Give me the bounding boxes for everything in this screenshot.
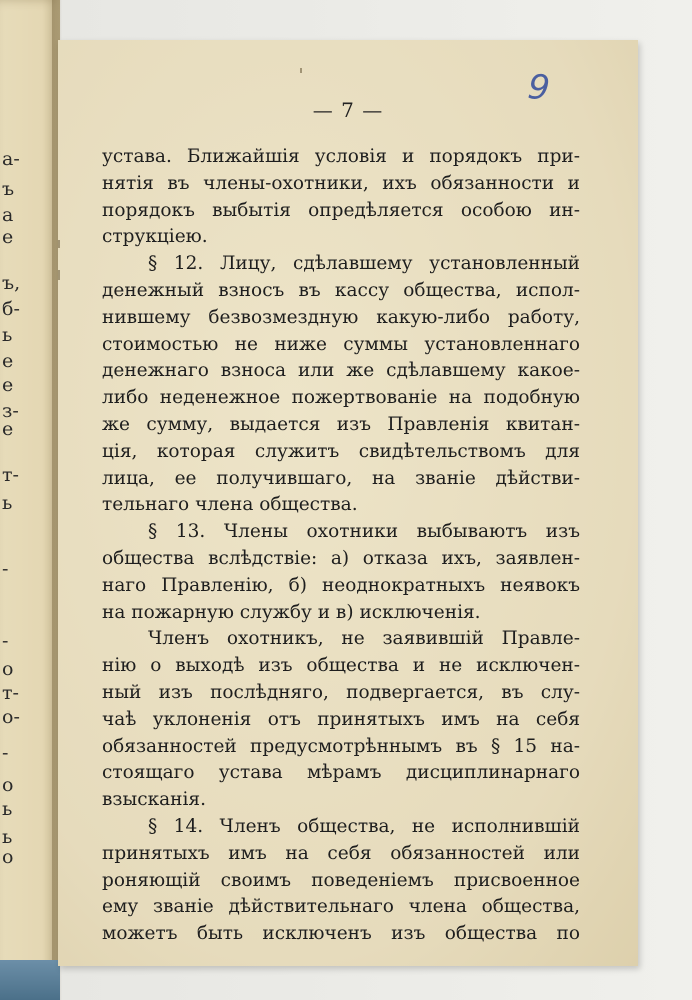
text-line: § 13. Члены охотники выбываютъ изъ [148, 521, 580, 543]
paper-speck [58, 270, 60, 280]
paper-speck [300, 68, 302, 73]
page-number: — 7 — [312, 98, 384, 122]
text-line: либо неденежное пожертвованіе на подобную [102, 387, 580, 409]
left-page-fragment: е [2, 350, 14, 372]
text-line: стоимостью не ниже суммы установленнаго [102, 333, 580, 355]
text-line: денежный взносъ въ кассу общества, испол- [102, 279, 580, 301]
text-line: стоящаго устава мѣрамъ дисциплинарнаго [102, 762, 580, 784]
left-page-fragment: - [2, 630, 9, 652]
handwritten-page-number: 9 [525, 66, 552, 110]
left-page-fragment: о- [2, 706, 20, 728]
text-line: ему званіе дѣйствительнаго члена общества, [102, 896, 580, 918]
text-line: ція, которая служитъ свидѣтельствомъ для [102, 440, 580, 462]
left-page-fragment: о [2, 658, 14, 680]
text-line: принятыхъ имъ на себя обязанностей или [102, 842, 580, 864]
left-page-fragment: т- [2, 682, 19, 704]
text-line: денежнаго взноса или же сдѣлавшему какое- [102, 360, 580, 382]
left-page-fragment: ь [2, 492, 13, 514]
body-text [102, 144, 580, 948]
text-line: Членъ охотникъ, не заявившій Правле- [148, 628, 580, 650]
text-line: общества вслѣдствіе: а) отказа ихъ, заявлен- [102, 547, 580, 569]
text-line: лица, ее получившаго, на званіе дѣйстви- [102, 467, 580, 489]
left-page-fragment: а- [2, 148, 20, 170]
left-page-fragment: ь [2, 826, 13, 848]
left-page-fragment: о [2, 846, 14, 868]
text-line: чаѣ уклоненія отъ принятыхъ имъ на себя [102, 708, 580, 730]
paper-speck [58, 240, 60, 248]
text-line: роняющій своимъ поведеніемъ присвоенное [102, 869, 580, 891]
text-line: устава. Ближайшія условія и порядокъ при- [102, 146, 580, 167]
left-page-fragment: ъ [2, 178, 15, 200]
text-line: можетъ быть исключенъ изъ общества по [102, 923, 580, 945]
text-line: нію о выходѣ изъ общества и не исключен- [102, 655, 580, 677]
text-line: струкціею. [102, 226, 208, 248]
text-line: на пожарную службу и в) исключенія. [102, 601, 481, 623]
text-line: ный изъ послѣдняго, подвергается, въ слу- [102, 681, 580, 703]
text-line: нившему безвозмездную какую-либо работу, [102, 306, 580, 328]
left-page-fragment: е [2, 226, 14, 248]
left-page-fragment: б- [2, 298, 20, 320]
text-line: наго Правленію, б) неоднократныхъ неявокъ [102, 574, 580, 596]
left-page-fragment: ъ, [2, 272, 21, 294]
text-line: § 12. Лицу, сдѣлавшему установленный [148, 253, 580, 275]
left-page-fragment: а [2, 204, 14, 226]
left-page-fragment: е [2, 374, 14, 396]
text-line: порядокъ выбытія опредѣляется особою ин- [102, 199, 580, 221]
left-page-fragment: з- [2, 400, 19, 422]
book-cover-strip [0, 960, 60, 1000]
text-line: же сумму, выдается изъ Правленія квитан- [102, 413, 580, 435]
text-line: тельнаго члена общества. [102, 494, 358, 516]
left-page-fragment: о [2, 774, 14, 796]
text-line: нятія въ члены-охотники, ихъ обязанности и [102, 172, 580, 194]
text-line: обязанностей предусмотрѣннымъ въ § 15 на- [102, 735, 580, 757]
left-page-fragment: ь [2, 798, 13, 820]
book-page [58, 40, 638, 966]
left-page-fragment: т- [2, 464, 19, 486]
text-line: § 14. Членъ общества, не исполнившій [148, 815, 580, 837]
text-line: взысканія. [102, 789, 206, 811]
left-page-fragment: - [2, 742, 9, 764]
left-page-fragment: е [2, 418, 14, 440]
left-page-fragment: - [2, 558, 9, 580]
left-page-fragment: ь [2, 324, 13, 346]
left-page-edge [0, 0, 60, 1000]
